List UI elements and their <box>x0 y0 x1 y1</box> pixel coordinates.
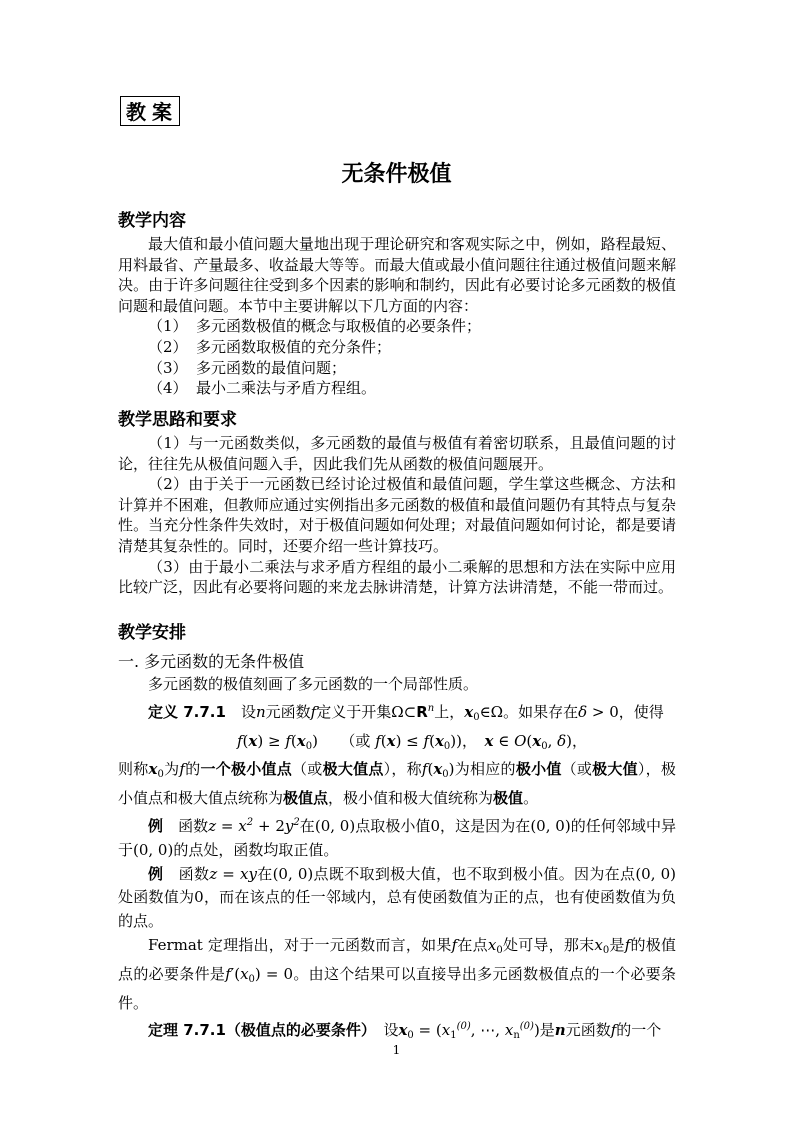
text-run: 多元函数的极值刻画了多元函数的一个局部性质。 <box>148 675 479 693</box>
text-run: , <box>547 731 558 750</box>
text-run: 元函数 <box>265 702 311 721</box>
math-text-run: f <box>610 1021 617 1040</box>
math-text-run: x <box>434 731 444 750</box>
math-text-run: x <box>240 964 249 983</box>
text-run: ( <box>242 731 249 750</box>
list-item <box>118 358 676 379</box>
math-text-run: 0 <box>443 740 451 752</box>
text-run: （或 <box>292 760 323 779</box>
list-item <box>118 378 676 399</box>
math-text-run: f <box>421 760 428 779</box>
text-run: 定义于开集Ω⊂ <box>316 702 417 721</box>
bold-text-run: 例 <box>148 864 164 883</box>
bold-text-run: 极大值点 <box>322 760 384 779</box>
definition-paragraph <box>118 697 676 730</box>
text-run: 最大值和最小值问题大量地出现于理论研究和客观实际之中，例如，路程最短、用料最省、产量最多、收益最大等等。而最大值或最小值问题往往通过极值问题来解决。由于许多问题往往受到多个因素的影响和制约，因此有必要讨论多元函数的极值问题和最值问题。本节中主要讲解以下几方面的内容： <box>118 235 676 315</box>
math-text-run: 0 <box>305 740 313 752</box>
list-text: 最小二乘法与矛盾方程组。 <box>196 379 377 398</box>
paragraph <box>118 474 676 556</box>
list-item <box>118 337 676 358</box>
bold-text-run: R <box>416 702 428 721</box>
list-text: 多元函数极值的概念与取极值的必要条件； <box>196 317 482 336</box>
math-text-run: 0 <box>157 769 164 781</box>
text-run: （3）由于最小二乘法与求矛盾方程组的最小二乘解的思想和方法在实际中应用比较广泛，因此有必要将问题的来龙去脉讲清楚，计算方法讲清楚，不能一带而过。 <box>118 557 676 597</box>
bold-text-run: 极大值 <box>592 760 638 779</box>
list-number: （3） <box>148 358 188 377</box>
math-text-run: 1 <box>450 1030 457 1042</box>
math-text-run: (0) <box>456 1021 471 1033</box>
math-text-run: f <box>624 935 631 954</box>
text-run: ′( <box>230 964 241 983</box>
section-heading-approach: 教学思路和要求 <box>118 410 237 430</box>
text-run: 设 <box>368 1021 399 1040</box>
math-text-run: x <box>594 935 603 954</box>
text-run: 设 <box>225 702 256 721</box>
math-text-run: f <box>285 731 291 750</box>
subsection-heading: 一. 多元函数的无条件极值 <box>118 652 305 671</box>
display-formula <box>118 730 676 759</box>
definition-continuation <box>118 758 676 811</box>
math-text-run: 2 <box>293 816 300 828</box>
math-text-run: x <box>248 731 258 750</box>
section-content-body <box>118 234 676 399</box>
bold-text-run: 极值点 <box>283 789 329 808</box>
math-text-run: 0 <box>407 1030 414 1042</box>
text-run: （1）与一元函数类似，多元函数的最值与极值有着密切联系，且最值问题的讨论，往往先从极值问题入手，因此我们先从函数的极值问题展开。 <box>118 434 676 473</box>
math-text-run: 0 <box>473 711 480 723</box>
math-text-run: x <box>504 1021 514 1040</box>
math-text-run: x <box>484 731 494 750</box>
text-run: 的一个 <box>616 1021 662 1040</box>
math-text-run: O <box>514 731 527 750</box>
text-run: ∈ <box>493 731 515 750</box>
text-run: = <box>217 864 240 883</box>
paragraph <box>118 557 676 598</box>
text-run: > 0，使得 <box>587 702 664 721</box>
math-text-run: x <box>148 760 158 779</box>
math-text-run: x <box>487 935 497 954</box>
math-text-run: y <box>284 816 294 835</box>
text-run: 为相应的 <box>454 760 516 779</box>
text-run: 函数 <box>163 864 210 883</box>
math-text-run: x <box>441 1021 451 1040</box>
math-text-run: f <box>375 731 381 750</box>
math-text-run: n <box>513 1030 520 1042</box>
text-run: ) ≥ <box>257 731 286 750</box>
math-text-run: n <box>255 702 266 721</box>
text-run: ( <box>427 760 434 779</box>
text-run: ) ≤ <box>395 731 424 750</box>
text-run: 在点 <box>457 935 488 954</box>
text-run: ∈Ω。如果存在 <box>479 702 579 721</box>
text-run: ( <box>380 731 387 750</box>
text-run: 在(0, 0)点既不取到极大值，也不取到极小值。因为在点(0, 0)处函数值为0，而在该点的任一邻域内，总有使函数值为正的点，也有使函数值为负的点。 <box>118 864 676 931</box>
section-approach-body <box>118 433 676 598</box>
text-run: ，极小值和极大值统称为 <box>328 789 494 808</box>
text-run: 的 <box>184 760 201 779</box>
math-text-run: x <box>238 816 247 835</box>
bold-text-run: 一个极小值点 <box>200 760 293 779</box>
text-run: 的极值点的必要条件是 <box>118 935 676 983</box>
section-heading-content: 教学内容 <box>118 211 186 231</box>
math-text-run: δ <box>578 702 588 721</box>
math-text-run: 0 <box>541 740 548 752</box>
text-run: ) = 0。由这个结果可以直接导出多元函数极值点的一个必要条件。 <box>118 964 676 1012</box>
text-run: 函数 <box>163 816 209 835</box>
math-text-run: 0 <box>602 944 610 956</box>
bold-text-run: 定理 7.7.1（极值点的必要条件） <box>148 1021 369 1040</box>
text-run: ) （或 <box>312 731 376 750</box>
text-run: Fermat 定理指出，对于一元函数而言，如果 <box>148 935 452 954</box>
math-text-run: f <box>451 935 458 954</box>
math-text-run: 2 <box>246 816 254 828</box>
text-run: （或 <box>561 760 593 779</box>
math-text-run: z <box>208 816 217 835</box>
intro-paragraph <box>118 673 676 697</box>
text-run: , ⋯, <box>470 1021 505 1040</box>
math-text-run: f <box>236 731 243 750</box>
fermat-paragraph <box>118 934 676 1015</box>
math-text-run: x <box>532 731 542 750</box>
text-run: )是 <box>533 1021 555 1040</box>
text-run: ) <box>448 760 455 779</box>
math-text-run: 0 <box>442 769 449 781</box>
math-text-run: x <box>386 731 396 750</box>
text-run: 。 <box>523 789 539 808</box>
list-number: （2） <box>148 337 188 356</box>
math-text-run: x <box>433 760 443 779</box>
list-text: 多元函数取极值的充分条件； <box>196 337 392 356</box>
text-run: 处可导，那末 <box>502 935 595 954</box>
text-run: 则称 <box>118 760 149 779</box>
math-text-run: f <box>225 964 231 983</box>
math-text-run: f <box>179 760 185 779</box>
paragraph <box>118 433 676 474</box>
text-run: 在(0, 0)点取极小值0，这是因为在(0, 0)的任何邻域中异于(0, 0)的点处，函数均取正值。 <box>118 816 676 859</box>
bold-text-run: 极值 <box>493 789 524 808</box>
bold-text-run: 定义 7.7.1 <box>148 702 226 721</box>
text-run: 上， <box>434 702 465 721</box>
text-run: 为 <box>163 760 180 779</box>
text-run: ( <box>429 731 435 750</box>
list-item <box>118 316 676 337</box>
math-text-run: xy <box>239 864 257 883</box>
text-run: ( <box>290 731 297 750</box>
math-text-run: n <box>427 702 435 714</box>
text-run: + 2 <box>253 816 285 835</box>
text-run: ( <box>526 731 533 750</box>
section-arrangement-body <box>118 673 676 1048</box>
example-paragraph <box>118 811 676 863</box>
text-run: ），称 <box>383 760 422 779</box>
math-text-run: 0 <box>248 973 255 985</box>
section-heading-arrangement: 教学安排 <box>118 623 186 643</box>
math-text-run: f <box>423 731 430 750</box>
math-text-run: n <box>554 1021 566 1040</box>
text-run: = ( <box>413 1021 442 1040</box>
math-text-run: (0) <box>519 1021 534 1033</box>
page-title: 无条件极值 <box>341 162 452 187</box>
math-text-run: x <box>398 1021 408 1040</box>
page-number: 1 <box>392 1043 401 1057</box>
math-text-run: f <box>310 702 317 721</box>
math-text-run: δ <box>557 731 567 750</box>
math-text-run: x <box>296 731 306 750</box>
bold-text-run: 极小值 <box>515 760 562 779</box>
text-run: )， <box>566 731 588 750</box>
text-run: = <box>216 816 239 835</box>
list-text: 多元函数的最值问题； <box>196 358 347 377</box>
bold-text-run: 例 <box>148 816 164 835</box>
math-text-run: 0 <box>496 944 503 956</box>
text-run: 元函数 <box>565 1021 611 1040</box>
example-paragraph <box>118 863 676 934</box>
list-number: （1） <box>148 317 188 336</box>
text-run: （2）由于关于一元函数已经讨论过极值和最值问题，学生掌这些概念、方法和计算并不困难，但教师应通过实例指出多元函数的极值和最值问题仍有其特点与复杂性。当充分性条件失效时，对于极值问题如何处理；对最值问题如何讨论，都是要请清楚其复杂性的。同时，还要介绍一些计算技巧。 <box>118 475 676 555</box>
text-run: 是 <box>609 935 625 954</box>
math-text-run: z <box>209 864 218 883</box>
text-run: ))， <box>450 731 485 750</box>
header-box-label: 教案 <box>120 96 180 126</box>
list-number: （4） <box>148 379 188 398</box>
text-run: ），极小值点和极大值点统称为 <box>118 760 676 808</box>
math-text-run: x <box>464 702 474 721</box>
paragraph <box>118 234 676 316</box>
